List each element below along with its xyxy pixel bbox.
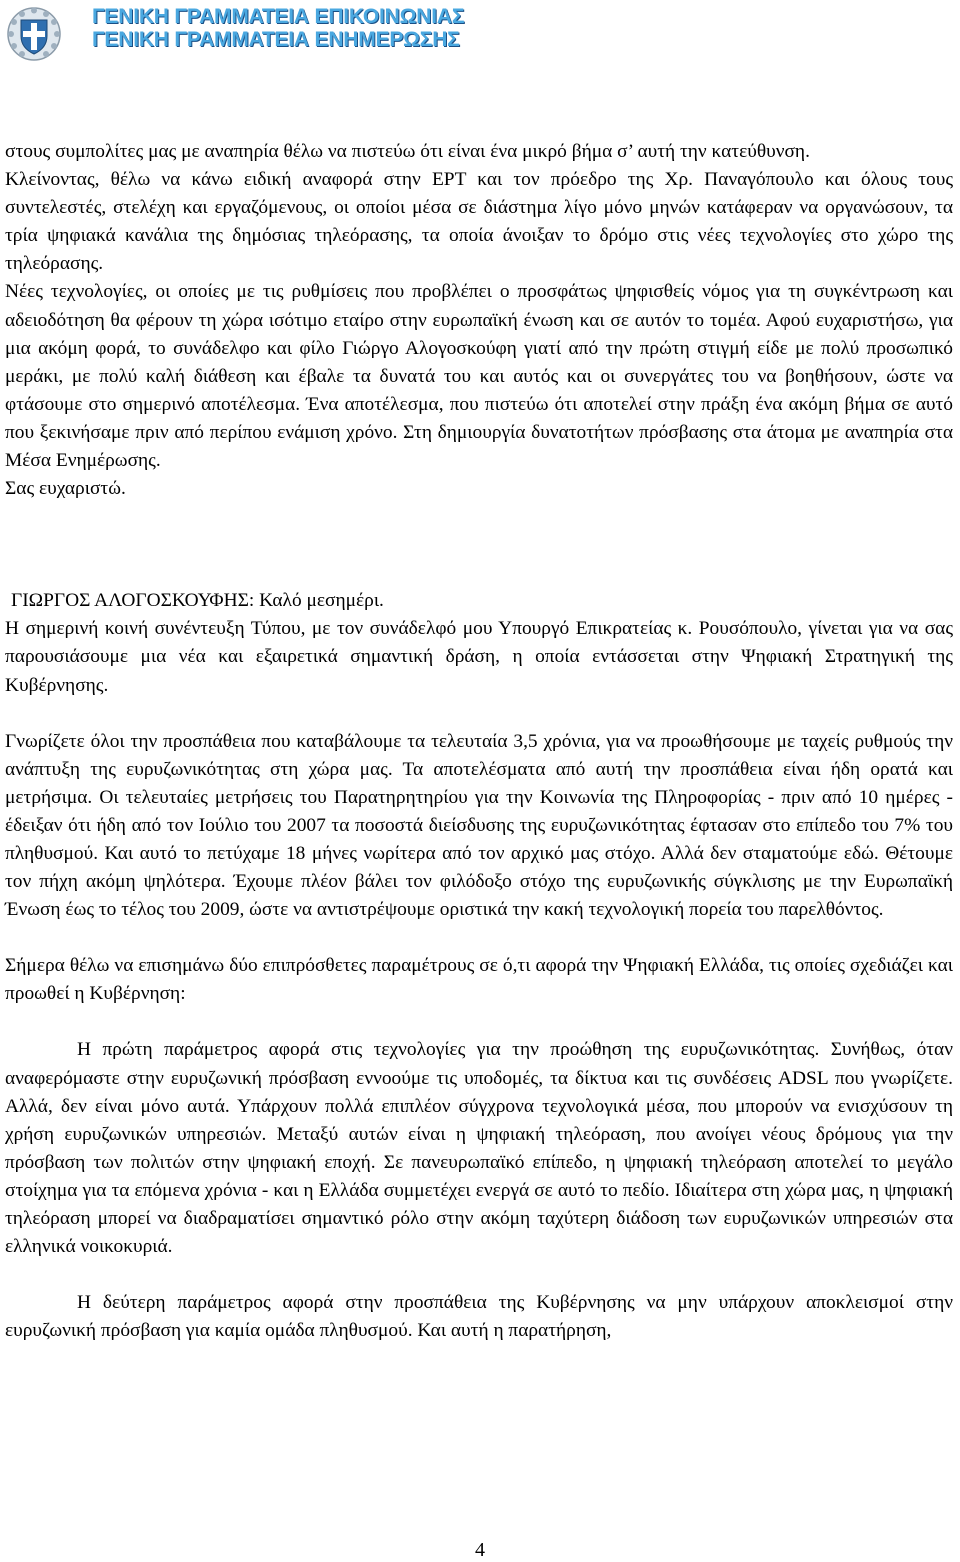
paragraph: Σήμερα θέλω να επισημάνω δύο επιπρόσθετες παραμέτρους σε ό,τι αφορά την Ψηφιακή Ελλάδα, τις οποίες σχεδιάζει και προωθεί η Κυβέρνηση: (5, 955, 953, 1005)
page-number: 4 (475, 1539, 485, 1561)
closing-thanks: Σας ευχαριστώ. (5, 478, 126, 500)
paragraph: Νέες τεχνολογίες, οι οποίες με τις ρυθμίσεις που προβλέπει ο προσφάτως ψηφισθείς νόμος για τη συγκέντρωση και αδειοδότηση θα φέρουν τη χώρα ισότιμο εταίρο στην ευρωπαϊκή ένωση και σε αυτόν το τομέα. Αφού ευχαριστήσω, για μια ακόμη φορά, το συνάδελφο και φίλο Γιώργο Αλογοσκούφη γιατί από την πρώτη στιγμή είδε με πολύ προσωπικό μεράκι, με πολύ καλή διάθεση και έβαλε τα δυνατά του και αυτός και οι συνεργάτες του να βοηθήσουν, ώστε να φτάσουμε στο σημερινό αποτέλεσμα. Ένα αποτέλεσμα, που πιστεύω ότι αποτελεί στην πράξη ένα ακόμη βήμα σε αυτό που ξεκινήσαμε πριν από περίπου ενάμιση χρόνο. Στη δημιουργία δυνατοτήτων πρόσβασης στα άτομα με αναπηρία στα Μέσα Ενημέρωσης. (5, 281, 953, 472)
paragraph: Η πρώτη παράμετρος αφορά στις τεχνολογίες για την προώθηση της ευρυζωνικότητας. Συνήθως, όταν αναφερόμαστε στην ευρυζωνική πρόσβαση εννοούμε τις υποδομές, τα δίκτυα και τις συνδέσεις ADSL που γνωρίζετε. Αλλά, δεν είναι μόνο αυτά. Υπάρχουν πολλά επιπλέον σύγχρονα τεχνολογικά μέσα, που μπορούν να ενισχύσουν τη χρήση ευρυζωνικών υπηρεσιών. Μεταξύ αυτών είναι η ψηφιακή τηλεόραση, που ανοίγει νέους δρόμους για την πρόσβαση των πολιτών στην ψηφιακή εποχή. Σε πανευρωπαϊκό επίπεδο, η ψηφιακή τηλεόραση αποτελεί το μεγάλο στοίχημα για τα επόμενα χρόνια - και η Ελλάδα συμμετέχει ενεργά σε αυτό το πεδίο. Ιδιαίτερα στη χώρα μας, η ψηφιακή τηλεόραση μπορεί να διαδραματίσει σημαντικό ρόλο στην ακόμη ταχύτερη διάδοση των ευρυζωνικών υπηρεσιών στα ελληνικά νοικοκυριά. (5, 1039, 953, 1258)
paragraph: Γνωρίζετε όλοι την προσπάθεια που καταβάλουμε τα τελευταία 3,5 χρόνια, για να προωθήσουμε με ταχείς ρυθμούς την ανάπτυξη της ευρυζωνικότητας στη χώρα μας. Τα αποτελέσματα από αυτή την προσπάθεια είναι ήδη ορατά και μετρήσιμα. Οι τελευταίες μετρήσεις του Παρατηρητηρίου για την Κοινωνία της Πληροφορίας - πριν από 10 ημέρες - έδειξαν ότι ήδη από τον Ιούλιο του 2007 τα ποσοστά διείσδυσης της ευρυζωνικότητας έφτασαν στο επίπεδο του 7% του πληθυσμού. Και αυτό το πετύχαμε 18 μήνες νωρίτερα από τον αρχικό μας στόχο. Αλλά δεν σταματούμε εδώ. Θέτουμε τον πήχη ακόμη ψηλότερα. Έχουμε πλέον βάλει τον φιλόδοξο στόχο της ευρυζωνικής σύγκλισης με την Ευρωπαϊκή Ένωση έως το τέλος του 2009, ώστε να αντιστρέψουμε οριστικά την κακή τεχνολογική πορεία του παρελθόντος. (5, 730, 953, 921)
greek-coat-of-arms-icon (6, 6, 62, 62)
document-body (5, 138, 953, 1345)
paragraph: Η σημερινή κοινή συνέντευξη Τύπου, με τον συνάδελφό μου Υπουργό Επικρατείας κ. Ρουσόπουλο, γίνεται για να σας παρουσιάσουμε μια νέα και εξαιρετικά σημαντική δράση, η οποία εντάσσεται στην Ψηφιακή Στρατηγική της Κυβέρνησης. (5, 618, 953, 696)
document-header (0, 0, 960, 62)
paragraph: στους συμπολίτες μας με αναπηρία θέλω να πιστεύω ότι είναι ένα μικρό βήμα σ’ αυτή την κατεύθυνση. (5, 141, 810, 162)
paragraph: Η δεύτερη παράμετρος αφορά στην προσπάθεια της Κυβέρνησης να μην υπάρχουν αποκλεισμοί στην ευρυζωνική πρόσβαση για καμία ομάδα πληθυσμού. Και αυτή η παρατήρηση, (5, 1292, 953, 1342)
speaker-line: ΓΙΩΡΓΟΣ ΑΛΟΓΟΣΚΟΥΦΗΣ: Καλό μεσημέρι. (11, 590, 384, 612)
header-title-communication: ΓΕΝΙΚΗ ΓΡΑΜΜΑΤΕΙΑ ΕΠΙΚΟΙΝΩΝΙΑΣ (92, 5, 465, 28)
header-title-information: ΓΕΝΙΚΗ ΓΡΑΜΜΑΤΕΙΑ ΕΝΗΜΕΡΩΣΗΣ (92, 28, 460, 51)
paragraph: Κλείνοντας, θέλω να κάνω ειδική αναφορά στην ΕΡΤ και τον πρόεδρο της Χρ. Παναγόπουλο και όλους τους συντελεστές, στελέχη και εργαζόμενους, οι οποίοι μέσα σε διάστημα λίγο μόνο μηνών κατάφεραν να οργανώσουν, τα τρία ψηφιακά κανάλια της δημόσιας τηλεόρασης, τα οποία άνοιξαν το δρόμο στις νέες τεχνολογίες στο χώρο της τηλεόρασης. (5, 169, 953, 275)
